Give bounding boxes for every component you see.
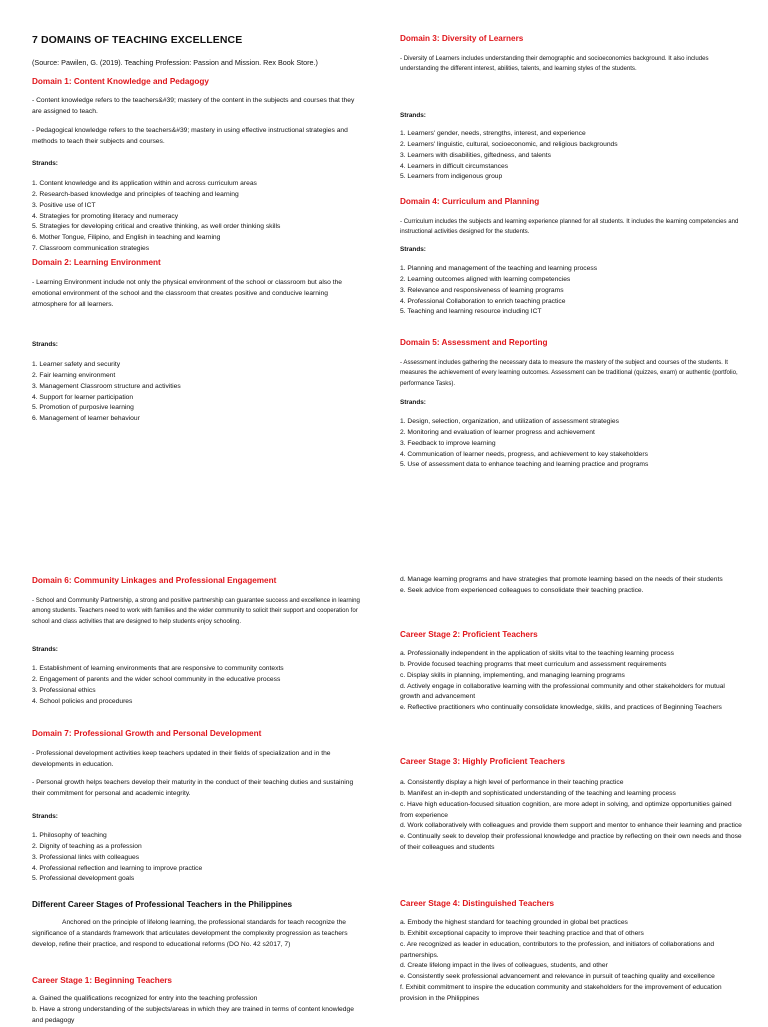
career-stage-4-heading: Career Stage 4: Distinguished Teachers <box>400 899 555 908</box>
career-stages-intro: Anchored on the principle of lifelong learning, the professional standards for teach recognize the significance of a standards framework that articulates development the complexity progression as teachers develop, refine their practice, and respond to educational reforms (DO No. 42 s2017, 7) <box>32 919 348 948</box>
career-stages-heading: Different Career Stages of Professional Teachers in the Philippines <box>32 900 293 909</box>
page2-right-column <box>400 566 745 1024</box>
list-item: b. Manifest an in-depth and sophisticated understanding of the teaching and learning process <box>400 789 676 797</box>
career-stage-1-list <box>32 994 362 1027</box>
page2-left-column <box>32 566 362 1024</box>
list-item: 4. Professional reflection and learning to improve practice <box>32 864 203 872</box>
document-page-2 <box>0 566 768 1024</box>
list-item: 3. Professional links with colleagues <box>32 853 140 861</box>
domain-6-heading: Domain 6: Community Linkages and Professional Engagement <box>32 576 277 585</box>
domain-7-strands-list <box>32 831 362 885</box>
page1-right-column <box>400 0 745 566</box>
domain-5-heading: Domain 5: Assessment and Reporting <box>400 338 548 347</box>
list-item: 2. Monitoring and evaluation of learner progress and achievement <box>400 428 595 436</box>
domain-4-desc: - Curriculum includes the subjects and learning experience planned for all students. It includes the learning competencies and instructional activities designed for the students. <box>400 218 739 236</box>
list-item: 4. Communication of learner needs, progress, and achievement to key stakeholders <box>400 450 648 458</box>
career-stage-4-list <box>400 918 745 1005</box>
career-stage-3-list <box>400 778 745 854</box>
domain-5-strands-label: Strands: <box>400 399 426 406</box>
list-item: 2. Learners' linguistic, cultural, socioeconomic, and religious backgrounds <box>400 140 618 148</box>
list-item: 6. Management of learner behaviour <box>32 415 140 423</box>
list-item: 5. Promotion of purposive learning <box>32 404 134 412</box>
list-item: b. Provide focused teaching programs that meet curriculum and assessment requirements <box>400 660 667 668</box>
domain-6-strands-list <box>32 664 362 707</box>
document-title: 7 DOMAINS OF TEACHING EXCELLENCE <box>32 34 243 46</box>
list-item: 1. Planning and management of the teaching and learning process <box>400 265 598 272</box>
list-item: 4. Support for learner participation <box>32 393 134 401</box>
source-citation: (Source: Pawilen, G. (2019). Teaching Profession: Passion and Mission. Rex Book Store.) <box>32 58 318 67</box>
domain-4-strands-label: Strands: <box>400 246 426 253</box>
domain-3-strands-label: Strands: <box>400 112 426 119</box>
list-item: d. Create lifelong impact in the lives of colleagues, students, and other <box>400 962 608 970</box>
list-item: 5. Use of assessment data to enhance teaching and learning practice and programs <box>400 461 649 469</box>
domain-3-strands-list <box>400 129 745 183</box>
career-stage-1-list-continued <box>400 575 745 597</box>
list-item: 5. Professional development goals <box>32 875 135 883</box>
career-stage-3-heading: Career Stage 3: Highly Proficient Teachers <box>400 757 566 766</box>
list-item: 1. Learners' gender, needs, strengths, interest, and experience <box>400 130 586 137</box>
list-item: a. Consistently display a high level of performance in their teaching practice <box>400 779 624 786</box>
domain-7-heading: Domain 7: Professional Growth and Personal Development <box>32 729 262 738</box>
career-stage-1-heading: Career Stage 1: Beginning Teachers <box>32 976 172 985</box>
list-item: 3. Relevance and responsiveness of learning programs <box>400 286 564 294</box>
domain-4-strands-list <box>400 264 745 318</box>
domain-1-content-knowledge-desc: - Content knowledge refers to the teachers&#39; mastery of the content in the subjects and courses that they are assigned to teach. <box>32 97 355 115</box>
list-item: 3. Feedback to improve learning <box>400 439 496 447</box>
list-item: 1. Philosophy of teaching <box>32 832 107 839</box>
list-item: 3. Professional ethics <box>32 686 96 694</box>
list-item: 1. Learner safety and security <box>32 361 121 368</box>
list-item: e. Seek advice from experienced colleagues to consolidate their teaching practice. <box>400 586 644 594</box>
list-item: a. Embody the highest standard for teaching grounded in global bet practices <box>400 919 628 926</box>
list-item: 4. Strategies for promoting literacy and numeracy <box>32 212 179 220</box>
career-stage-2-heading: Career Stage 2: Proficient Teachers <box>400 630 538 639</box>
list-item: 3. Learners with disabilities, giftedness, and talents <box>400 151 551 159</box>
domain-3-desc: - Diversity of Learners includes understanding their demographic and socioeconomics background. It also includes understanding the different interest, abilities, talents, and learning styles of the students. <box>400 55 709 73</box>
list-item: e. Reflective practitioners who continually consolidate knowledge, skills, and practices of Beginning Teachers <box>400 704 722 712</box>
list-item: 2. Fair learning environment <box>32 371 116 379</box>
domain-1-pedagogical-knowledge-desc: - Pedagogical knowledge refers to the teachers&#39; mastery in using effective instructional strategies and methods to teach their subjects and courses. <box>32 127 348 145</box>
domain-2-heading: Domain 2: Learning Environment <box>32 258 161 267</box>
domain-7-personal-growth-desc: - Personal growth helps teachers develop their maturity in the conduct of their teaching duties and sustaining their commitment for personal and academic integrity. <box>32 779 354 797</box>
list-item: 4. Professional Collaboration to enrich teaching practice <box>400 297 566 305</box>
career-stage-2-list <box>400 649 745 714</box>
list-item: 1. Design, selection, organization, and utilization of assessment strategies <box>400 418 619 425</box>
list-item: 3. Positive use of ICT <box>32 201 96 209</box>
list-item: f. Exhibit commitment to inspire the education community and stakeholders for the improvement of education provision in the Philippines <box>400 984 722 1002</box>
list-item: 1. Content knowledge and its application within and across curriculum areas <box>32 180 257 187</box>
list-item: 3. Management Classroom structure and activities <box>32 382 181 390</box>
domain-7-professional-development-desc: - Professional development activities keep teachers updated in their fields of specialization and in the developments in education. <box>32 750 331 768</box>
list-item: 2. Engagement of parents and the wider school community in the educative process <box>32 675 281 683</box>
domain-2-strands-label: Strands: <box>32 341 58 348</box>
domain-1-strands-list <box>32 179 362 255</box>
list-item: e. Consistently seek professional advancement and relevance in pursuit of teaching quality and excellence <box>400 973 715 981</box>
page1-left-column <box>32 0 362 566</box>
domain-6-strands-label: Strands: <box>32 646 58 653</box>
domain-4-heading: Domain 4: Curriculum and Planning <box>400 197 540 206</box>
domain-7-strands-label: Strands: <box>32 813 58 820</box>
list-item: d. Actively engage in collaborative learning with the professional community and other stakeholders for mutual growth and advancement <box>400 682 725 701</box>
domain-1-strands-label: Strands: <box>32 160 58 167</box>
domain-6-desc: - School and Community Partnership, a strong and positive partnership can guarantee success and excellence in learning among students. Teachers need to work with families and the wider community to solicit their support and cooperation for school and class activities that are designed to help students enjoy schooling. <box>32 597 360 625</box>
list-item: d. Manage learning programs and have strategies that promote learning based on the needs of their students <box>400 576 723 583</box>
domain-2-strands-list <box>32 360 362 425</box>
list-item: 2. Dignity of teaching as a profession <box>32 842 142 850</box>
domain-3-heading: Domain 3: Diversity of Learners <box>400 34 524 43</box>
domain-2-desc: - Learning Environment include not only the physical environment of the school or classroom but also the emotional environment of the school and the classroom that creates positive and conducive learning atmosphere for all learners. <box>32 279 343 308</box>
list-item: c. Are recognized as leader in education, contributors to the profession, and initiators of collaborations and partnerships. <box>400 940 715 959</box>
list-item: b. Have a strong understanding of the subjects/areas in which they are trained in terms of content knowledge and pedagogy <box>32 1005 354 1024</box>
list-item: 5. Learners from indigenous group <box>400 173 503 181</box>
domain-5-desc: - Assessment includes gathering the necessary data to measure the mastery of the subject and courses of the students. It measures the achievement of every learning outcomes. Assessment can be traditional (quizzes, exam) or authentic (portfolio, performance Tasks). <box>400 359 738 387</box>
list-item: 5. Strategies for developing critical and creative thinking, as well order thinking skills <box>32 223 281 231</box>
list-item: c. Display skills in planning, implementing, and managing learning programs <box>400 671 625 679</box>
list-item: 2. Learning outcomes aligned with learning competencies <box>400 275 571 283</box>
list-item: a. Professionally independent in the application of skills vital to the teaching learning process <box>400 650 674 657</box>
list-item: 7. Classroom communication strategies <box>32 245 150 253</box>
list-item: 1. Establishment of learning environments that are responsive to community contexts <box>32 665 284 672</box>
list-item: a. Gained the qualifications recognized for entry into the teaching profession <box>32 995 258 1002</box>
list-item: 6. Mother Tongue, Filipino, and English in teaching and learning <box>32 234 221 242</box>
domain-5-strands-list <box>400 417 745 471</box>
list-item: 5. Teaching and learning resource including ICT <box>400 308 542 316</box>
list-item: c. Have high education-focused situation cognition, are more adept in solving, and optimize opportunities gained from experience <box>400 800 732 819</box>
list-item: 4. School policies and procedures <box>32 697 133 705</box>
domain-1-heading: Domain 1: Content Knowledge and Pedagogy <box>32 77 209 86</box>
list-item: d. Work collaboratively with colleagues and provide them support and mentor to enhance their learning and practice <box>400 822 742 830</box>
list-item: 2. Research-based knowledge and principles of teaching and learning <box>32 190 239 198</box>
list-item: e. Continually seek to develop their professional knowledge and practice by reflecting on their own needs and those of their colleagues and students <box>400 833 742 852</box>
list-item: 4. Learners in difficult circumstances <box>400 162 509 170</box>
list-item: b. Exhibit exceptional capacity to improve their teaching practice and that of others <box>400 929 644 937</box>
